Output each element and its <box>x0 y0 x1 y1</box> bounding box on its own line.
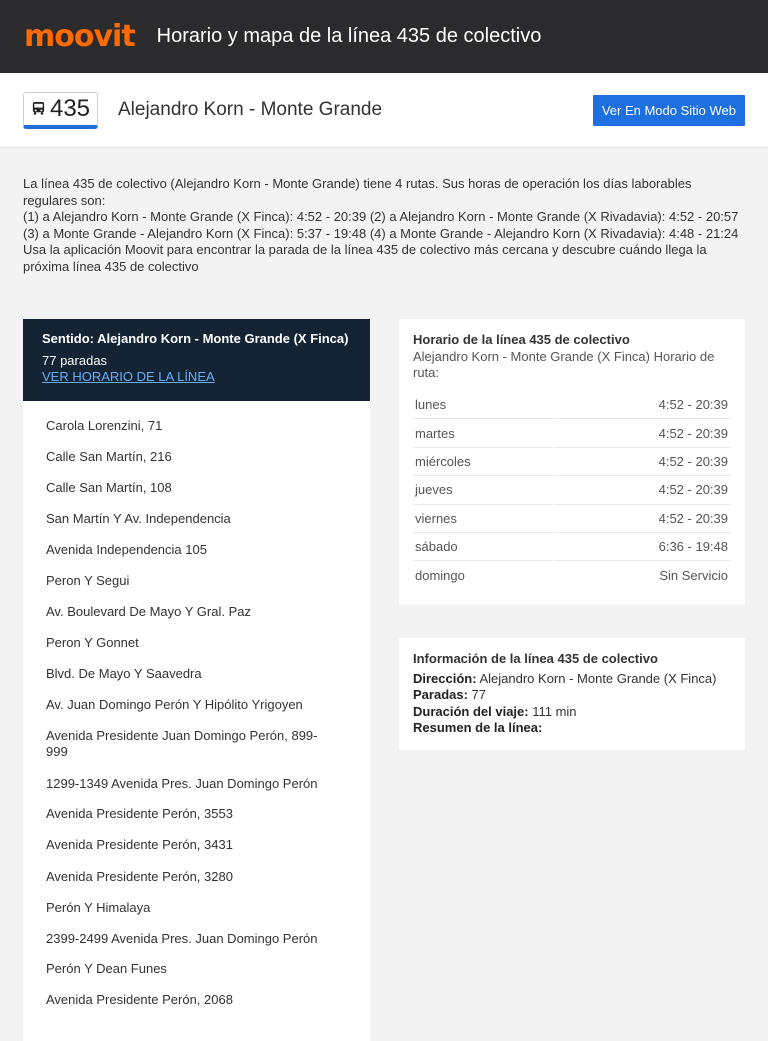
schedule-day: martes <box>413 419 553 447</box>
intro-paragraph: Usa la aplicación Moovit para encontrar la parada de la línea 435 de colectivo más cercana y descubre cuándo llega la próxima línea 435 de colectivo <box>23 242 707 274</box>
schedule-hours: 4:52 - 20:39 <box>553 448 731 476</box>
schedule-row <box>413 448 731 476</box>
direction-stops-count: 77 paradas <box>42 353 108 368</box>
stop-item[interactable]: Peron Y Gonnet <box>46 635 139 650</box>
stop-item[interactable]: Avenida Presidente Perón, 3553 <box>46 806 233 821</box>
stop-item[interactable]: Av. Juan Domingo Perón Y Hipólito Yrigoyen <box>46 697 303 712</box>
intro-paragraph: (1) a Alejandro Korn - Monte Grande (X Finca): 4:52 - 20:39 (2) a Alejandro Korn - Monte Grande (X Rivadavia): 4:52 - 20:57 (3) a Monte Grande - Alejandro Korn (X Finca): 5:37 - 19:48 (4) a Monte Grande - Alejandro Korn (X Rivadavia): 4:48 - 21:24 <box>23 209 739 241</box>
stop-list <box>23 401 370 1041</box>
stop-item[interactable]: 2399-2499 Avenida Pres. Juan Domingo Perón <box>46 931 318 946</box>
stop-item[interactable]: Avenida Presidente Perón, 3280 <box>46 869 233 884</box>
schedule-hours: 4:52 - 20:39 <box>553 391 731 419</box>
schedule-row <box>413 476 731 504</box>
info-summary <box>413 720 731 736</box>
web-mode-button[interactable]: Ver En Modo Sitio Web <box>593 95 745 126</box>
schedule-hours: 4:52 - 20:39 <box>553 505 731 533</box>
schedule-hours: Sin Servicio <box>553 561 731 589</box>
schedule-day: miércoles <box>413 448 553 476</box>
schedule-hours: 4:52 - 20:39 <box>553 419 731 447</box>
line-name: Alejandro Korn - Monte Grande <box>118 99 383 120</box>
schedule-card <box>399 319 745 605</box>
info-stops <box>413 687 731 703</box>
schedule-day: domingo <box>415 568 465 584</box>
info-direction-label: Dirección: <box>413 671 477 687</box>
stop-item[interactable]: San Martín Y Av. Independencia <box>46 511 231 526</box>
info-title: Información de la línea 435 de colectivo <box>413 651 658 666</box>
intro-text <box>23 176 745 275</box>
schedule-day: sábado <box>413 533 553 561</box>
stop-item[interactable]: Avenida Independencia 105 <box>46 542 207 557</box>
schedule-title: Horario de la línea 435 de colectivo <box>413 332 630 347</box>
schedule-row <box>413 533 731 561</box>
stop-item[interactable]: Carola Lorenzini, 71 <box>46 418 163 433</box>
schedule-subtitle: Alejandro Korn - Monte Grande (X Finca) Horario de ruta: <box>413 349 715 380</box>
stop-item[interactable]: Calle San Martín, 216 <box>46 449 172 464</box>
info-stops-value: 77 <box>471 687 487 703</box>
stop-item[interactable]: Peron Y Segui <box>46 573 130 588</box>
schedule-day: viernes <box>413 505 553 533</box>
schedule-day: lunes <box>413 391 553 419</box>
intro-paragraph: La línea 435 de colectivo (Alejandro Korn - Monte Grande) tiene 4 rutas. Sus horas de operación los días laborables regulares son: <box>23 176 692 208</box>
moovit-logo[interactable]: moovit <box>24 19 135 54</box>
schedule-hours: 6:36 - 19:48 <box>553 533 731 561</box>
line-badge <box>23 92 98 129</box>
line-bar <box>0 73 768 148</box>
info-direction-value: Alejandro Korn - Monte Grande (X Finca) <box>479 671 717 687</box>
line-number: 435 <box>49 94 91 122</box>
stop-item[interactable]: 1299-1349 Avenida Pres. Juan Domingo Perón <box>46 776 318 791</box>
info-stops-label: Paradas: <box>413 687 468 703</box>
stop-item[interactable]: Blvd. De Mayo Y Saavedra <box>46 666 202 681</box>
info-direction <box>413 671 731 687</box>
schedule-hours: 4:52 - 20:39 <box>553 476 731 504</box>
stop-item[interactable]: Avenida Presidente Juan Domingo Perón, 899-999 <box>46 728 318 759</box>
stop-item[interactable]: Perón Y Himalaya <box>46 900 151 915</box>
schedule-day: jueves <box>413 476 553 504</box>
stop-item[interactable]: Avenida Presidente Perón, 3431 <box>46 837 233 852</box>
stop-item[interactable]: Avenida Presidente Perón, 2068 <box>46 992 233 1007</box>
schedule-row <box>413 561 731 589</box>
info-duration <box>413 704 731 720</box>
view-schedule-link[interactable]: VER HORARIO DE LA LÍNEA <box>42 369 215 384</box>
direction-panel <box>23 319 370 1041</box>
schedule-row <box>413 419 731 447</box>
bus-icon <box>31 101 46 116</box>
schedule-table <box>413 391 731 590</box>
info-card <box>399 638 745 750</box>
stop-item[interactable]: Perón Y Dean Funes <box>46 961 167 976</box>
info-summary-label: Resumen de la línea: <box>413 719 543 735</box>
info-duration-value: 111 min <box>532 703 577 719</box>
direction-header <box>23 319 370 401</box>
top-bar <box>0 0 768 73</box>
schedule-row <box>413 391 731 419</box>
stop-item[interactable]: Calle San Martín, 108 <box>46 480 172 495</box>
direction-title: Sentido: Alejandro Korn - Monte Grande (X Finca) <box>42 331 349 346</box>
schedule-row <box>413 505 731 533</box>
stop-item[interactable]: Av. Boulevard De Mayo Y Gral. Paz <box>46 604 251 619</box>
page-title: Horario y mapa de la línea 435 de colectivo <box>156 25 542 47</box>
info-duration-label: Duración del viaje: <box>413 703 529 719</box>
